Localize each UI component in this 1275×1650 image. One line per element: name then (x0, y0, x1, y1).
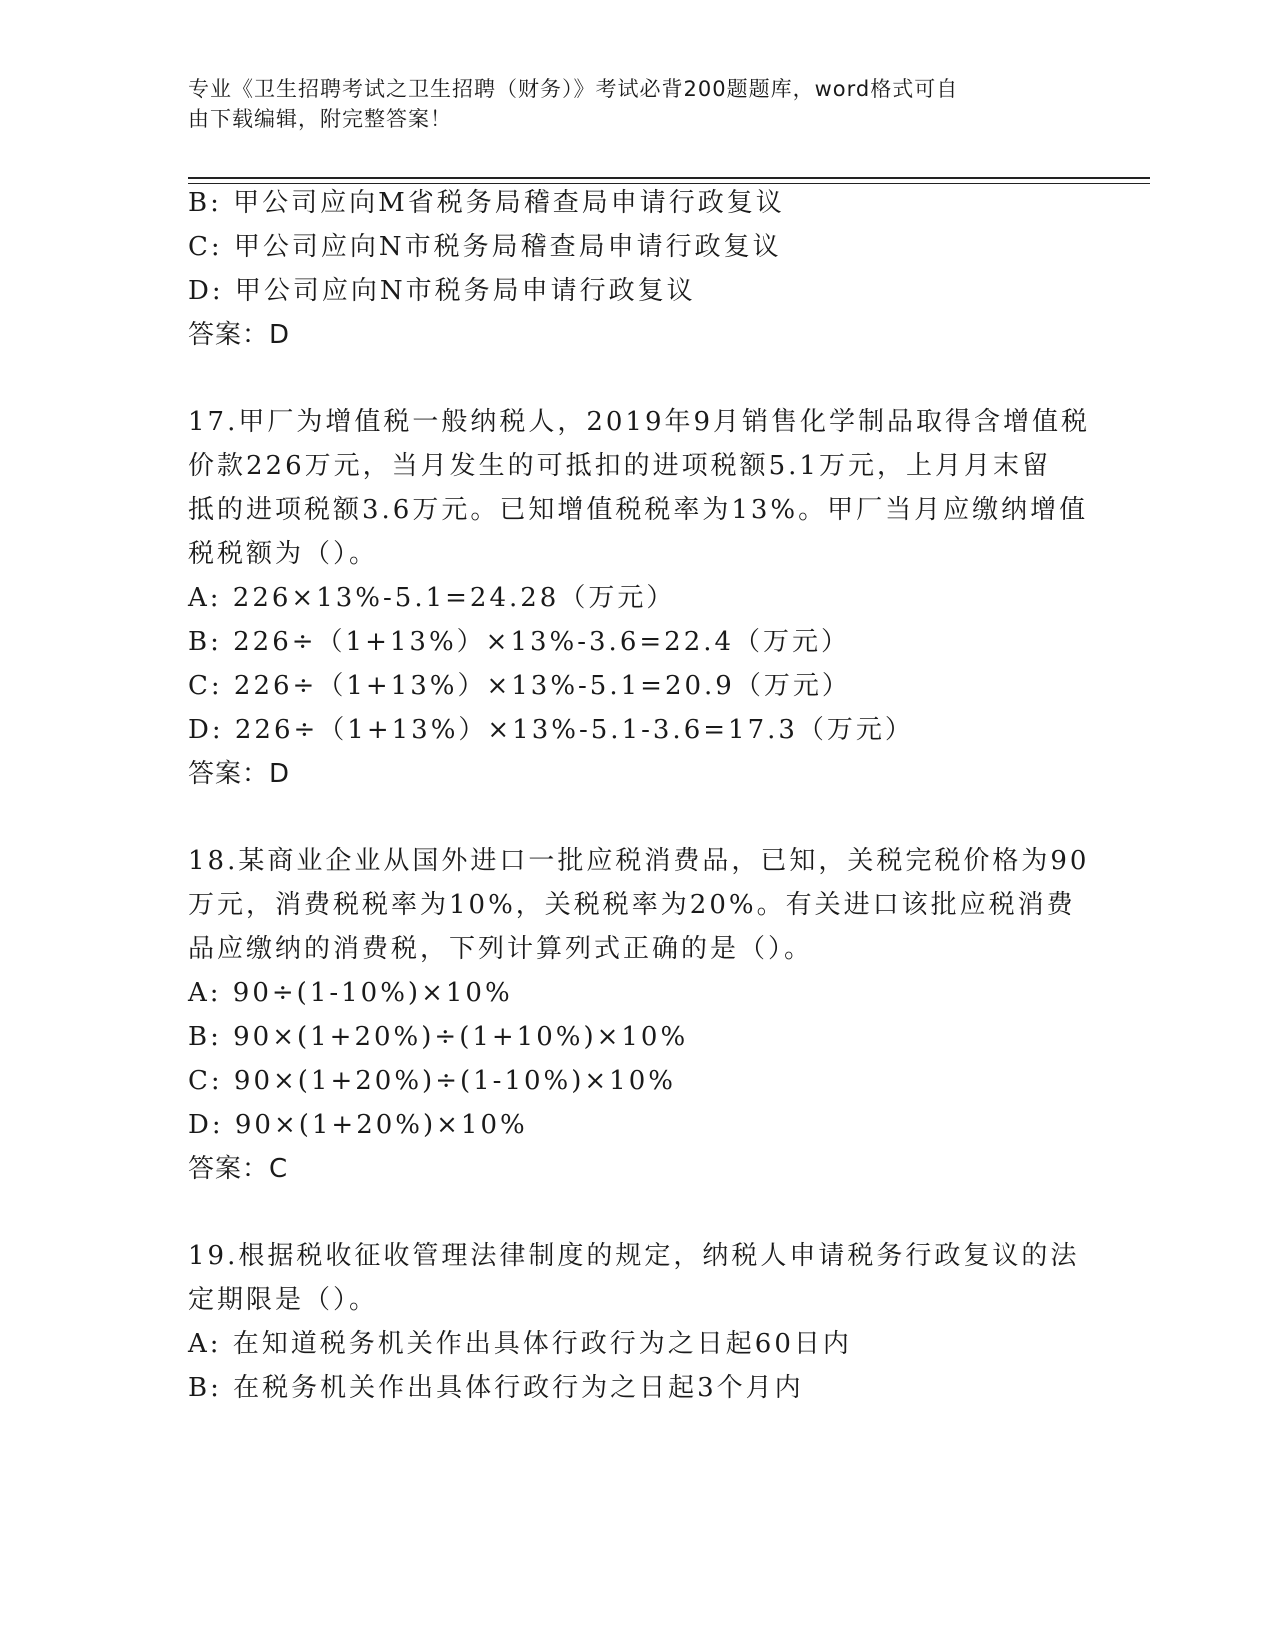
q17-answer: 答案：D (188, 759, 291, 789)
q17-option-b: B: 226÷（1+13%）×13%-3.6=22.4（万元） (188, 627, 851, 657)
q18-answer: 答案：C (188, 1154, 289, 1184)
q18-option-a: A: 90÷(1-10%)×10% (188, 978, 513, 1008)
header-title-line-2: 由下载编辑，附完整答案！ (188, 107, 452, 131)
q18-option-d: D: 90×(1+20%)×10% (188, 1110, 528, 1140)
q18-option-b: B: 90×(1+20%)÷(1+10%)×10% (188, 1022, 689, 1052)
header-divider-thick (188, 177, 1150, 179)
q19-stem-line-2: 定期限是（）。 (188, 1285, 379, 1315)
header-title-line-1: 专业《卫生招聘考试之卫生招聘（财务）》考试必背200题题库，word格式可自 (188, 77, 959, 101)
q18-stem-line-2: 万元，消费税税率为10%，关税税率为20%。有关进口该批应税消费 (188, 890, 1076, 920)
q17-stem-line-2: 价款226万元，当月发生的可抵扣的进项税额5.1万元，上月月末留 (188, 451, 1051, 481)
q16-answer: 答案：D (188, 320, 291, 350)
q17-stem-line-4: 税税额为（）。 (188, 539, 379, 569)
q17-option-a: A: 226×13%-5.1=24.28（万元） (188, 583, 676, 613)
q18-stem-line-3: 品应缴纳的消费税，下列计算列式正确的是（）。 (188, 934, 814, 964)
q18-stem-line-1: 18.某商业企业从国外进口一批应税消费品，已知，关税完税价格为90 (188, 846, 1090, 876)
q16-option-d: D: 甲公司应向N市税务局申请行政复议 (188, 276, 696, 306)
q17-stem-line-1: 17.甲厂为增值税一般纳税人，2019年9月销售化学制品取得含增值税 (188, 407, 1091, 437)
q16-option-c: C: 甲公司应向N市税务局稽查局申请行政复议 (188, 232, 782, 262)
q19-stem-line-1: 19.根据税收征收管理法律制度的规定，纳税人申请税务行政复议的法 (188, 1241, 1080, 1271)
q17-option-c: C: 226÷（1+13%）×13%-5.1=20.9（万元） (188, 671, 851, 701)
document-header (188, 74, 1068, 134)
q19-option-b: B: 在税务机关作出具体行政行为之日起3个月内 (188, 1373, 804, 1403)
q16-option-b: B: 甲公司应向M省税务局稽查局申请行政复议 (188, 188, 785, 218)
q18-option-c: C: 90×(1+20%)÷(1-10%)×10% (188, 1066, 676, 1096)
q17-option-d: D: 226÷（1+13%）×13%-5.1-3.6=17.3（万元） (188, 715, 914, 745)
q19-option-a: A: 在知道税务机关作出具体行政行为之日起60日内 (188, 1329, 852, 1359)
q17-stem-line-3: 抵的进项税额3.6万元。已知增值税税率为13%。甲厂当月应缴纳增值 (188, 495, 1089, 525)
